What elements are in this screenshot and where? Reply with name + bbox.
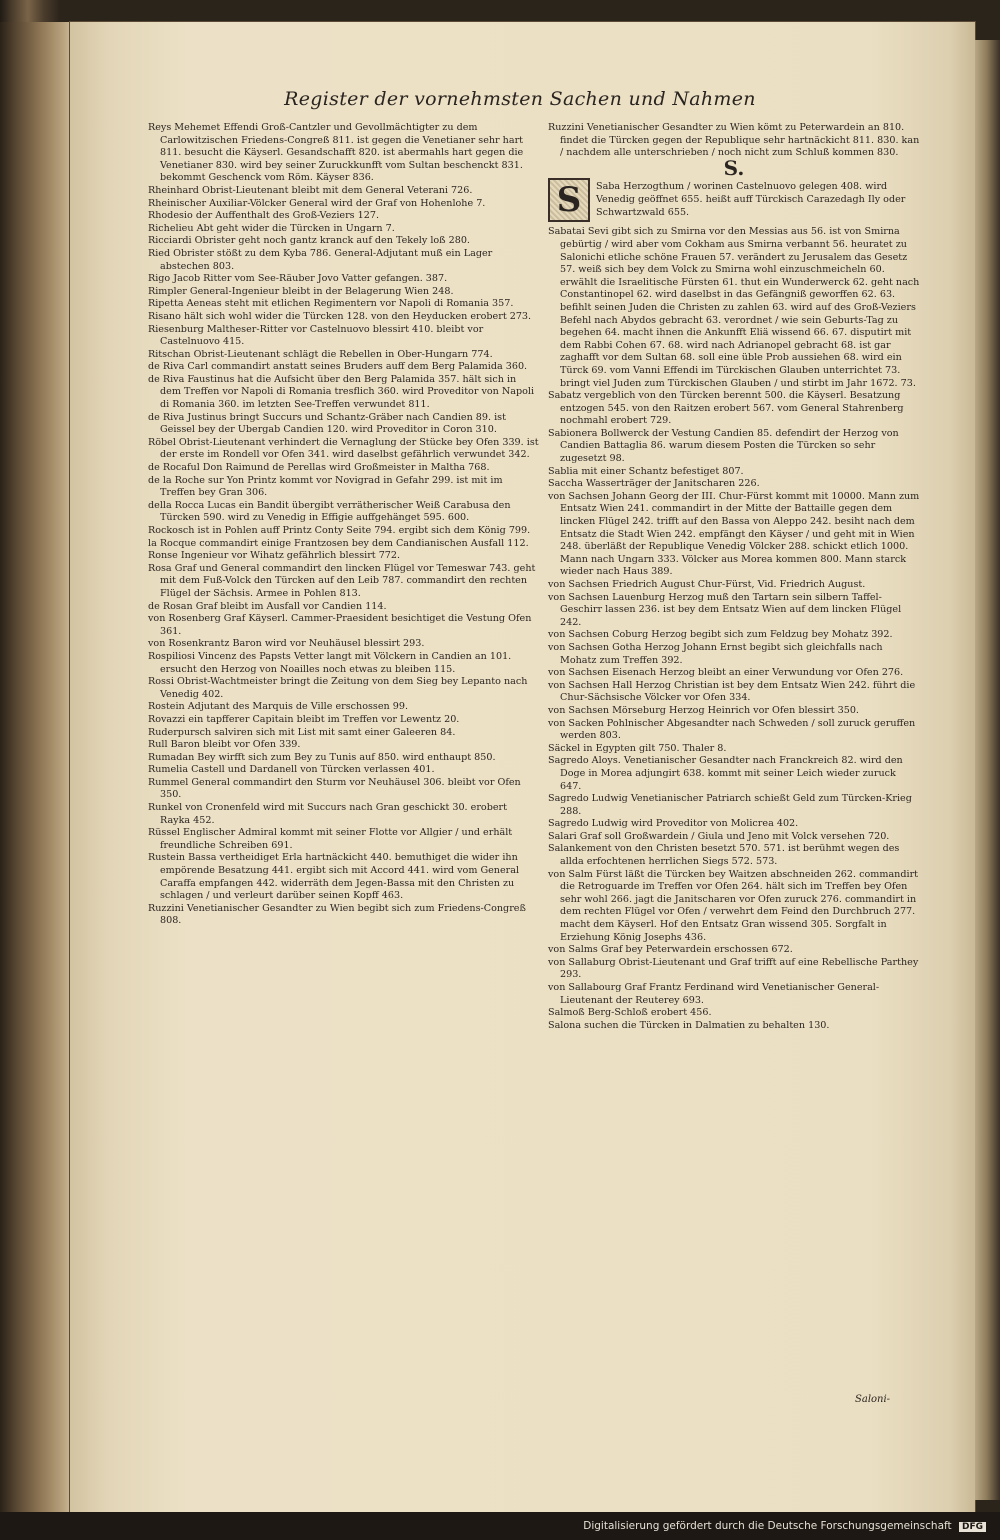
index-entry: de la Roche sur Yon Printz kommt vor Novigrad in Gefahr 299. ist mit im Treffen bey Gran 306. — [148, 474, 503, 499]
index-entry: Ruderpursch salviren sich mit List mit samt einer Galeeren 84. — [148, 726, 456, 738]
index-entry: Rimpler General-Ingenieur bleibt in der Belagerung Wien 248. — [148, 285, 454, 297]
index-entry: Ricciardi Obrister geht noch gantz kranck auf den Tekely loß 280. — [148, 235, 470, 247]
index-entry: Sablia mit einer Schantz befestiget 807. — [548, 465, 744, 477]
index-entry: Rockosch ist in Pohlen auff Printz Conty Seite 794. ergibt sich dem König 799. — [148, 525, 531, 536]
index-entry: Richelieu Abt geht wider die Türcken in Ungarn 7. — [148, 222, 395, 234]
index-entry: von Sachsen Eisenach Herzog bleibt an einer Verwundung vor Ofen 276. — [548, 667, 904, 679]
index-entry: Rhodesio der Auffenthalt des Groß-Veziers 127. — [148, 210, 379, 222]
index-entry: Rigo Jacob Ritter vom See-Räuber Jovo Vatter gefangen. 387. — [148, 273, 448, 285]
index-entry: Rospiliosi Vincenz des Papsts Vetter langt mit Völckern in Candien an 101. ersucht den Herzog von Noailles noch etwas zu bleiben 115. — [148, 650, 512, 675]
index-entry: von Sallabourg Graf Frantz Ferdinand wird Venetianischer General-Lieutenant der Reuterey 693. — [548, 982, 880, 1006]
index-entry: della Rocca Lucas ein Bandit übergibt verrätherischer Weiß Carabusa den Türcken 590. wird zu Venedig in Effigie auffgehänget 595. 600. — [148, 499, 511, 524]
index-entry: Rheinischer Auxiliar-Völcker General wird der Graf von Hohenlohe 7. — [148, 197, 486, 209]
catchword: Saloni- — [855, 1394, 891, 1405]
index-entry: Rosa Graf und General commandirt den lincken Flügel vor Temeswar 743. geht mit dem Fuß-Volck den Türcken auf den Leib 787. commandirt den rechten Flügel der Sächsis. Armee in Pohlen 813. — [148, 562, 536, 599]
index-entry: Rull Baron bleibt vor Ofen 339. — [148, 739, 301, 751]
index-entry: von Sachsen Gotha Herzog Johann Ernst begibt sich gleichfalls nach Mohatz zum Treffen 392. — [548, 641, 883, 666]
index-entry: Salari Graf soll Großwardein / Giula und Jeno mit Volck versehen 720. — [548, 830, 890, 842]
index-entry: Ripetta Aeneas steht mit etlichen Regimentern vor Napoli di Romania 357. — [148, 298, 514, 310]
index-entry: Ruzzini Venetianischer Gesandter zu Wien begibt sich zum Friedens-Congreß 808. — [148, 902, 526, 927]
index-entry: von Sachsen Hall Herzog Christian ist bey dem Entsatz Wien 242. führt die Chur-Sächsische Völcker vor Ofen 334. — [548, 679, 916, 704]
index-entry: Sagredo Aloys. Venetianischer Gesandter nach Franckreich 82. wird den Doge in Morea adjungirt 638. kommt mit seiner Leich wieder zuruck 647. — [548, 755, 903, 792]
index-entry: von Sacken Pohlnischer Abgesandter nach Schweden / soll zuruck geruffen werden 803. — [548, 717, 916, 742]
right-column — [548, 122, 920, 1032]
index-entry: von Sachsen Lauenburg Herzog muß den Tartarn sein silbern Taffel-Geschirr lassen 236. ist bey dem Entsatz Wien auf dem lincken Flügel 242. — [548, 591, 902, 628]
footer-credit-text: Digitalisierung gefördert durch die Deutsche Forschungsgemeinschaft — [583, 1520, 952, 1532]
index-entry: de Riva Carl commandirt anstatt seines Bruders auff dem Berg Palamida 360. — [148, 361, 528, 373]
index-entry: de Rocaful Don Raimund de Perellas wird Großmeister in Maltha 768. — [148, 462, 490, 474]
index-entry: Rovazzi ein tapfferer Capitain bleibt im Treffen vor Lewentz 20. — [148, 713, 460, 725]
index-entry: la Rocque commandirt einige Frantzosen bey dem Candianischen Ausfall 112. — [148, 537, 529, 549]
index-entry: Riesenburg Maltheser-Ritter vor Castelnuovo blessirt 410. bleibt vor Castelnuovo 415. — [148, 323, 484, 348]
index-entry: Sabatai Sevi gibt sich zu Smirna vor den Messias aus 56. ist von Smirna gebürtig / wird aber vom Cokham aus Smirna verbannt 56. heuratet zu Salonichi etliche schöne Frauen 57. verändert zu Jerusalem das Gesetz 57. weiß sich bey dem Volck zu Smirna wohl einzuschmeicheln 60. erwählt die Israelitische Fürsten 61. thut ein Wunderwerck 62. geht nach Constantinopel 62. wird daselbst in das Gefängniß geworffen 62. 63. befihlt seinen Juden die Christen zu zahlen 63. wird auf des Groß-Veziers Befehl nach Abydos gebracht 63. verordnet / wie sein Geburts-Tag zu begehen 64. macht ihnen die Ankunfft Eliä wissend 66. 67. disputirt mit dem Rabbi Cohen 67. 68. wird nach Adrianopel gebracht 68. ist gar zaghafft vor dem Sultan 68. soll eine üble Prob aussiehen 68. wird ein Türck 69. vom Vanni Effendi im Türckischen Glauben unterrichtet 73. bringt viel Juden zum Türckischen Glauben / und stirbt im Jahr 1672. 73. — [548, 226, 920, 389]
index-entry: von Sallaburg Obrist-Lieutenant und Graf trifft auf eine Rebellische Parthey 293. — [548, 956, 919, 981]
index-entry: Rummel General commandirt den Sturm vor Neuhäusel 306. bleibt vor Ofen 350. — [148, 776, 521, 801]
index-entry: Rustein Bassa vertheidiget Erla hartnäckicht 440. bemuthiget die wider ihn empörende Besatzung 441. ergibt sich mit Accord 441. wird vom General Caraffa empfangen 442. widerräth dem Jegen-Bassa mit den Christen zu schlagen / und verleurt darüber seinen Kopff 463. — [148, 852, 520, 902]
index-entry: von Sachsen Mörseburg Herzog Heinrich vor Ofen blessirt 350. — [548, 704, 859, 716]
index-entry: von Sachsen Coburg Herzog begibt sich zum Feldzug bey Mohatz 392. — [548, 629, 893, 641]
index-entry: Ritschan Obrist-Lieutenant schlägt die Rebellen in Ober-Hungarn 774. — [148, 348, 493, 360]
index-entry: Ronse Ingenieur vor Wihatz gefährlich blessirt 772. — [148, 550, 401, 562]
book-spine — [0, 22, 70, 1512]
index-entry-first-s: Saba Herzogthum / worinen Castelnuovo gelegen 408. wird Venedig geöffnet 655. heißt auff Türckisch Carazedagh Ily oder Schwartzwald 655. — [596, 181, 906, 218]
index-entry: de Riva Faustinus hat die Aufsicht über den Berg Palamida 357. hält sich in dem Treffen vor Napoli di Romania tresflich 360. wird Proveditor von Napoli di Romania 360. im letzten See-Treffen verwundet 811. — [148, 373, 535, 411]
index-entry: Sagredo Ludwig Venetianischer Patriarch schießt Geld zum Türcken-Krieg 288. — [548, 793, 912, 817]
index-entry: Ried Obrister stößt zu dem Kyba 786. General-Adjutant muß ein Lager abstechen 803. — [148, 247, 493, 272]
index-entry: Sagredo Ludwig wird Proveditor von Molicrea 402. — [548, 818, 799, 830]
index-entry: Runkel von Cronenfeld wird mit Succurs nach Gran geschickt 30. erobert Rayka 452. — [148, 802, 507, 826]
section-heading-s: S. — [723, 155, 745, 180]
index-entry: Säckel in Egypten gilt 750. Thaler 8. — [548, 742, 727, 754]
index-entry: von Sachsen Johann Georg der III. Chur-Fürst kommt mit 10000. Mann zum Entsatz Wien 241. commandirt in der Mitte der Battaille gegen dem lincken Flügel 242. trifft auf den Bassa von Aleppo 242. besiht nach dem Entsatz die Stadt Wien 242. empfängt den Käyser / und geht mit in Wien 248. überläßt der Republique Venedig Völcker 288. schickt etlich 1000. Mann nach Ungarn 333. Völcker aus Morea kommen 800. Mann starck wieder nach Haus 389. — [548, 490, 920, 578]
left-column — [148, 122, 540, 928]
footer-credit — [583, 1520, 986, 1532]
index-entry: Reys Mehemet Effendi Groß-Cantzler und Gevollmächtigter zu dem Carlowitzischen Friedens-Congreß 811. ist gegen die Venetianer sehr hart 811. besucht die Käyserl. Gesandschafft 820. ist abermahls hart gegen die Venetianer 830. wird bey seiner Zuruckkunfft vom Sultan beschenckt 831. bekommt Geschenck vom Röm. Käyser 836. — [148, 122, 524, 184]
index-entry: Saccha Wasserträger der Janitscharen 226. — [548, 478, 760, 490]
index-entry: Rheinhard Obrist-Lieutenant bleibt mit dem General Veterani 726. — [148, 184, 473, 196]
dropcap-initial: S — [548, 178, 590, 222]
index-entry: Rüssel Englischer Admiral kommt mit seiner Flotte vor Allgier / und erhält freundliche Schreiben 691. — [148, 827, 513, 851]
index-entry: Rostein Adjutant des Marquis de Ville erschossen 99. — [148, 701, 409, 713]
index-entry: von Sachsen Friedrich August Chur-Fürst, Vid. Friedrich August. — [548, 579, 866, 590]
index-entry: von Salms Graf bey Peterwardein erschossen 672. — [548, 944, 793, 956]
index-entry: von Salm Fürst läßt die Türcken bey Waitzen abschneiden 262. commandirt die Retroguarde im Treffen vor Ofen 264. hält sich im Treffen bey Ofen sehr wohl 266. jagt die Janitscharen vor Ofen zuruck 276. commandirt in dem rechten Flügel vor Ofen / verwehrt dem Feind den Durchbruch 277. macht dem Käyserl. Hof den Entsatz Gran wissend 305. Sorgfalt in Erziehung König Josephs 436. — [548, 868, 919, 943]
index-entry: Rumelia Castell und Dardanell von Türcken verlassen 401. — [148, 764, 435, 776]
index-entry: de Riva Justinus bringt Succurs und Schantz-Gräber nach Candien 89. ist Geissel bey der Ubergab Candien 120. wird Proveditor in Coron 310. — [148, 411, 506, 436]
index-entry: Rumadan Bey wirfft sich zum Bey zu Tunis auf 850. wird enthaupt 850. — [148, 751, 496, 763]
index-entry: Ruzzini Venetianischer Gesandter zu Wien kömt zu Peterwardein an 810. findet die Türcken gegen der Republique sehr hartnäckicht 811. 830. kan / nachdem alle unterschrieben / noch nicht zum Schluß kommen 830. — [548, 122, 920, 159]
index-entry: von Rosenberg Graf Käyserl. Cammer-Praesident besichtiget die Vestung Ofen 361. — [148, 613, 532, 637]
index-entry: Salmoß Berg-Schloß erobert 456. — [548, 1007, 712, 1019]
index-entry: Salona suchen die Türcken in Dalmatien zu behalten 130. — [548, 1019, 830, 1031]
index-entry: Rossi Obrist-Wachtmeister bringt die Zeitung von dem Sieg bey Lepanto nach Venedig 402. — [148, 676, 528, 700]
index-entry: de Rosan Graf bleibt im Ausfall vor Candien 114. — [148, 600, 387, 612]
dfg-logo-icon: DFG — [959, 1522, 986, 1532]
page-header: Register der vornehmsten Sachen und Nahmen — [284, 88, 756, 110]
index-entry: Risano hält sich wohl wider die Türcken 128. von den Heyducken erobert 273. — [148, 310, 532, 322]
next-page-edge — [975, 40, 1000, 1500]
index-entry: von Rosenkrantz Baron wird vor Neuhäusel blessirt 293. — [148, 638, 425, 650]
index-entry: Sabionera Bollwerck der Vestung Candien 85. defendirt der Herzog von Candien Battaglia 86. warum diesem Posten die Türcken so sehr zugesetzt 98. — [548, 427, 899, 465]
index-entry: Salankement von den Christen besetzt 570. 571. ist berühmt wegen des allda erfochtenen herrlichen Siegs 572. 573. — [548, 843, 900, 868]
index-entry: Sabatz vergeblich von den Türcken berennt 500. die Käyserl. Besatzung entzogen 545. von den Raitzen erobert 567. vom General Stahrenberg nochmahl erobert 729. — [548, 390, 904, 427]
index-entry: Röbel Obrist-Lieutenant verhindert die Vernaglung der Stücke bey Ofen 339. ist der erste im Rondell vor Ofen 341. wird daselbst gefährlich verwundet 342. — [148, 436, 539, 461]
